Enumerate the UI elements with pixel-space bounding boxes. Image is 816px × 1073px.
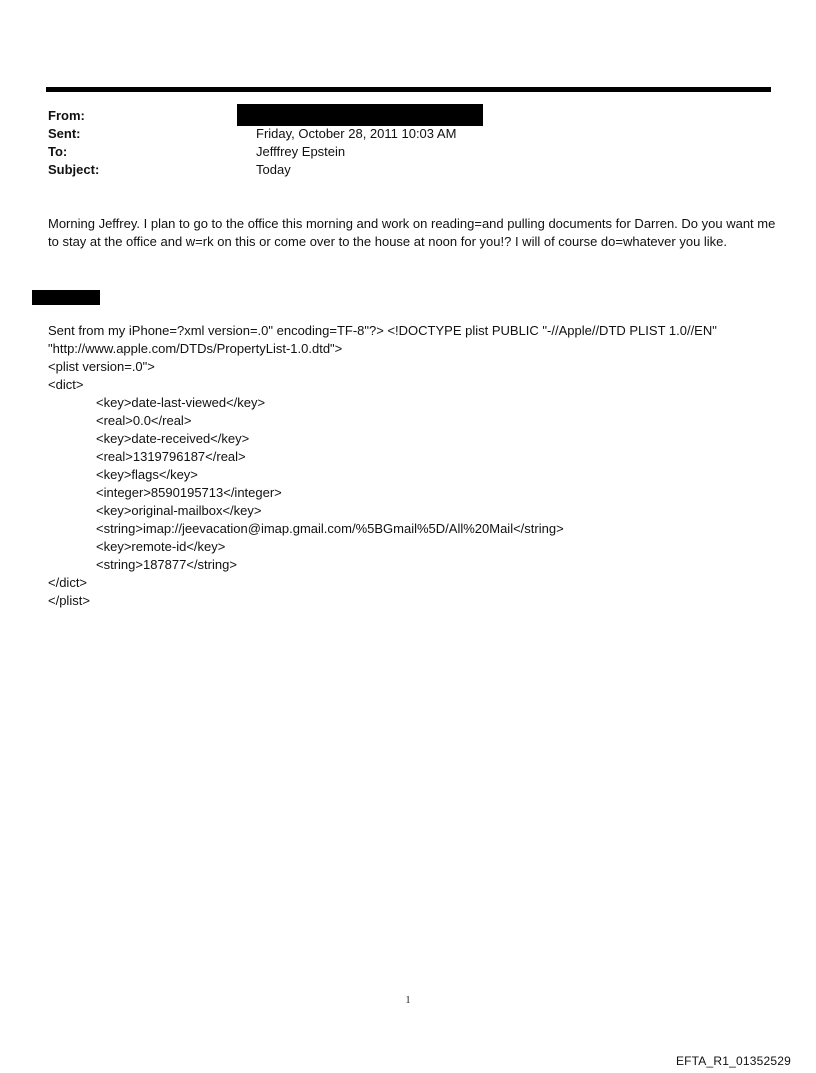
plist-entry: <key>original-mailbox</key>	[96, 503, 262, 518]
subject-value: Today	[256, 162, 291, 177]
plist-line-4: <dict>	[48, 377, 84, 392]
subject-row	[48, 161, 768, 179]
page-number: 1	[405, 995, 411, 1006]
sent-value: Friday, October 28, 2011 10:03 AM	[256, 126, 457, 141]
from-redaction	[237, 104, 483, 126]
plist-entry: <string>187877</string>	[96, 557, 237, 572]
plist-line-3: <plist version=.0">	[48, 359, 155, 374]
plist-line-2: "http://www.apple.com/DTDs/PropertyList-1.0.dtd">	[48, 341, 343, 356]
signature-redaction	[32, 290, 100, 305]
plist-entry: <integer>8590195713</integer>	[96, 485, 282, 500]
plist-entry: <key>date-last-viewed</key>	[96, 395, 266, 410]
plist-close-plist: </plist>	[48, 593, 90, 608]
to-label: To:	[48, 144, 68, 159]
subject-label: Subject:	[48, 162, 100, 177]
plist-entry: <string>imap://jeevacation@imap.gmail.com/%5BGmail%5D/All%20Mail</string>	[96, 521, 564, 536]
plist-entry: <key>date-received</key>	[96, 431, 250, 446]
email-body	[48, 215, 778, 251]
from-label: From:	[48, 108, 85, 123]
body-paragraph: Morning Jeffrey. I plan to go to the office this morning and work on reading=and pulling documents for Darren. Do you want me to stay at the office and w=rk on this or come over to the house at noon for you!? I will of course do=whatever you like.	[48, 216, 776, 249]
plist-entry: <key>remote-id</key>	[96, 539, 226, 554]
to-row	[48, 143, 768, 161]
plist-entry: <real>0.0</real>	[96, 413, 192, 428]
to-value: Jefffrey Epstein	[256, 144, 346, 159]
plist-line-1: Sent from my iPhone=?xml version=.0" encoding=TF-8"?> <!DOCTYPE plist PUBLIC "-//Apple//DTD PLIST 1.0//EN"	[48, 323, 717, 338]
sent-row	[48, 125, 768, 143]
plist-close-dict: </dict>	[48, 575, 88, 590]
header-rule	[46, 87, 771, 92]
sent-label: Sent:	[48, 126, 81, 141]
plist-block	[48, 322, 788, 610]
plist-entry: <key>flags</key>	[96, 467, 198, 482]
bates-number: EFTA_R1_01352529	[675, 1054, 791, 1068]
plist-entry: <real>1319796187</real>	[96, 449, 246, 464]
